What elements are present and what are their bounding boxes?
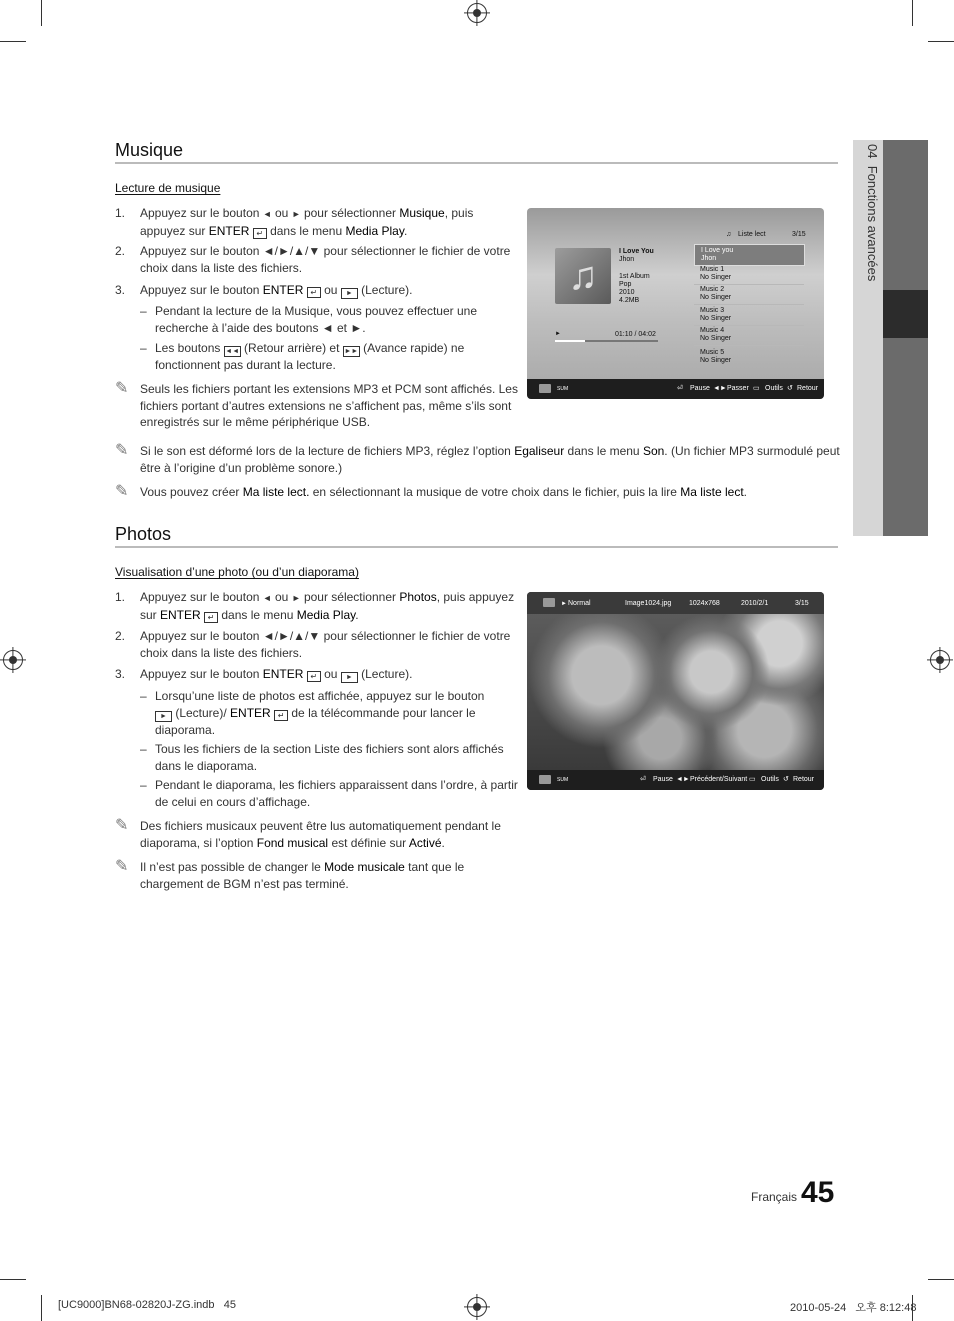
note-pencil-icon: ✎: [115, 858, 129, 875]
control-bar: SUM ⏎ Pause ◄► Précédent/Suivant ▭ Outils ↺ Retour: [527, 770, 824, 790]
photo-viewer-screenshot: [527, 592, 824, 790]
step-text: Appuyez sur le bouton ENTER ↵ ou ► (Lecture).: [140, 667, 413, 681]
rewind-icon: ◄◄: [225, 348, 240, 355]
dash-text: Lorsqu’une liste de photos est affichée, appuyez sur le bouton ► (Lecture)/ ENTER ↵ de la télécommande pour lancer le diaporama.: [155, 689, 485, 737]
footer-language: Français: [751, 1190, 798, 1204]
tools-icon: ▭: [749, 776, 756, 783]
track-album: 1st Album: [619, 273, 650, 280]
playlist-item: Music 1 No Singer: [694, 265, 804, 285]
step-number: 3.: [115, 667, 126, 681]
return-icon: ↺: [783, 776, 789, 783]
crop-mark: [928, 1279, 954, 1280]
crop-mark: [912, 0, 913, 26]
bullet-dash: –: [140, 742, 147, 756]
playlist-item: Music 4 No Singer: [694, 326, 804, 346]
step-text: Appuyez sur le bouton ◄ ou ► pour sélectionner Musique, puis appuyez sur ENTER ↵ dans le menu Media Play.: [140, 206, 474, 238]
step-number: 2.: [115, 244, 126, 258]
registration-mark-icon: [467, 1297, 487, 1317]
track-year: 2010: [619, 289, 635, 296]
music-note-icon: ♫: [555, 248, 611, 304]
play-indicator-icon: ►: [561, 601, 567, 607]
step-text: Appuyez sur le bouton ◄/►/▲/▼ pour sélectionner le fichier de votre choix dans la liste des fichiers.: [140, 629, 511, 660]
print-file-info: [UC9000]BN68-02820J-ZG.indb 45: [58, 1299, 236, 1311]
playlist-label: Liste lect: [738, 231, 766, 238]
chapter-label: 04 Fonctions avancées: [865, 144, 880, 282]
playlist-item: Music 5 No Singer: [700, 349, 732, 364]
crop-mark: [928, 41, 954, 42]
crop-mark: [0, 1279, 26, 1280]
step-text: Appuyez sur le bouton ENTER ↵ ou ► (Lecture).: [140, 283, 413, 297]
play-icon: ►: [155, 711, 172, 722]
step-number: 1.: [115, 206, 126, 220]
step-text: Appuyez sur le bouton ◄ ou ► pour sélectionner Photos, puis appuyez sur ENTER ↵ dans le menu Media Play.: [140, 590, 515, 622]
photo-icon: [543, 598, 555, 607]
registration-mark-icon: [3, 650, 23, 670]
registration-mark-icon: [930, 650, 950, 670]
bullet-dash: –: [140, 341, 147, 355]
dash-text: Tous les fichiers de la section Liste des fichiers sont alors affichés dans le diaporama.: [155, 742, 504, 773]
return-icon: ↺: [787, 385, 793, 392]
control-bar: SUM ⏎ Pause ◄► Passer ▭ Outils ↺ Retour: [527, 379, 824, 399]
progress-bar: [555, 340, 658, 342]
track-time: 01:10 / 04:02: [615, 331, 656, 338]
track-genre: Pop: [619, 281, 632, 288]
note-text: Des fichiers musicaux peuvent être lus automatiquement pendant le diaporama, si l’option Fond musical est définie sur Activé.: [140, 819, 501, 850]
usb-device-icon: [539, 775, 551, 784]
section-divider: [115, 162, 838, 164]
left-right-arrows-icon: ◄►: [713, 385, 727, 392]
pause-icon: ⏎: [677, 385, 683, 392]
music-player-screenshot: [527, 208, 824, 399]
playlist-item: Music 3 No Singer: [694, 306, 804, 326]
page-number: 45: [801, 1176, 835, 1209]
pause-icon: ⏎: [640, 776, 646, 783]
bullet-dash: –: [140, 304, 147, 318]
play-icon: ►: [341, 672, 358, 683]
track-count: 3/15: [792, 231, 806, 238]
note-pencil-icon: ✎: [115, 442, 129, 459]
bullet-dash: –: [140, 689, 147, 703]
step-number: 2.: [115, 629, 126, 643]
step-text: Appuyez sur le bouton ◄/►/▲/▼ pour sélectionner le fichier de votre choix dans la liste des fichiers.: [140, 244, 511, 275]
playlist-icon: ♫: [726, 231, 732, 238]
note-pencil-icon: ✎: [115, 483, 129, 500]
play-icon: ►: [341, 288, 358, 299]
bullet-dash: –: [140, 778, 147, 792]
fast-forward-icon: ►►: [344, 348, 359, 355]
playlist-item: Music 2 No Singer: [694, 285, 804, 305]
crop-mark: [41, 0, 42, 26]
crop-mark: [0, 41, 26, 42]
note-text: Seuls les fichiers portant les extensions MP3 et PCM sont affichés. Les fichiers portant d’autres extensions ne s’affichent pas, même s’ils sont enregistrés sur le même périphérique USB.: [140, 382, 518, 429]
tools-icon: ▭: [753, 385, 760, 392]
left-right-arrows-icon: ◄►: [676, 776, 690, 783]
dash-text: Pendant le diaporama, les fichiers apparaissent dans l’ordre, à partir de celui en cours d’affichage.: [155, 778, 518, 809]
enter-icon: ↵: [274, 710, 288, 721]
enter-icon: ↵: [204, 612, 218, 623]
subsection-title: Visualisation d’une photo (ou d’un diaporama): [115, 565, 359, 579]
section-title-musique: Musique: [115, 140, 184, 160]
enter-icon: ↵: [253, 228, 267, 239]
track-artist: Jhon: [619, 256, 635, 263]
chapter-tab: [853, 140, 928, 536]
registration-mark-icon: [467, 3, 487, 23]
step-number: 1.: [115, 590, 126, 604]
dash-text: Pendant la lecture de la Musique, vous pouvez effectuer une recherche à l’aide des boutons ◄ et ►.: [155, 304, 477, 335]
note-text: Vous pouvez créer Ma liste lect. en sélectionnant la musique de votre choix dans le fichier, puis la lire Ma liste lect.: [140, 485, 747, 499]
track-size: 4.2MB: [619, 297, 640, 304]
section-title-photos: Photos: [115, 524, 172, 544]
note-pencil-icon: ✎: [115, 817, 129, 834]
usb-device-icon: [539, 384, 551, 393]
step-number: 3.: [115, 283, 126, 297]
enter-icon: ↵: [307, 287, 321, 298]
apples-photo: [527, 612, 824, 770]
note-text: Si le son est déformé lors de la lecture de fichiers MP3, réglez l’option Egaliseur dans le menu Son. (Un fichier MP3 surmodulé peut être à l’origine d’un problème sonore.): [140, 444, 840, 475]
note-text: Il n’est pas possible de changer le Mode musicale tant que le chargement de BGM n’est pas terminé.: [140, 860, 465, 891]
section-divider: [115, 546, 838, 548]
photo-info-bar: ► Normal Image1024.jpg 1024x768 2010/2/1 3/15: [527, 592, 824, 614]
play-indicator-icon: ►: [555, 331, 561, 337]
dash-text: Les boutons ◄◄ (Retour arrière) et ►► (Avance rapide) ne fonctionnent pas durant la lecture.: [155, 341, 465, 372]
enter-icon: ↵: [307, 671, 321, 682]
crop-mark: [41, 1295, 42, 1321]
subsection-title: Lecture de musique: [115, 181, 221, 195]
playlist-item: I Love you Jhon: [694, 244, 805, 266]
note-pencil-icon: ✎: [115, 380, 129, 397]
print-datetime: 2010-05-24 오후 8:12:48: [790, 1302, 917, 1314]
track-title: I Love You: [619, 248, 654, 255]
